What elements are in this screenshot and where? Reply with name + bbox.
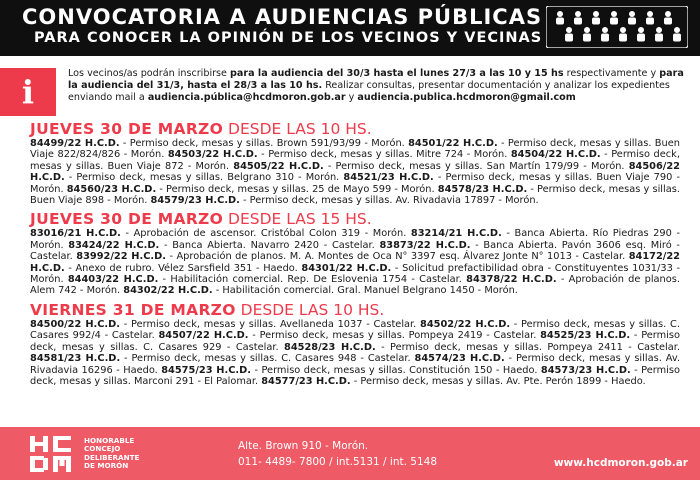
file-description: - Permiso deck, mesas y sillas. Pompeya 2419 - Castelar. <box>248 330 541 342</box>
file-description: - Permiso deck, mesas y sillas. Pompeya 2411 - Castelar. <box>375 341 680 353</box>
file-description: - Permiso deck, mesas y sillas. Brown 591/93/99 - Morón. <box>119 138 409 149</box>
section-heading <box>30 120 680 138</box>
section-heading <box>30 301 680 319</box>
file-number: 84560/23 H.C.D. <box>66 183 157 195</box>
section-day: JUEVES 30 DE MARZO <box>30 210 224 229</box>
org-name-line: DELIBERANTE <box>84 452 140 462</box>
org-name-line: HONORABLE <box>84 436 135 445</box>
info-highlight: para la audiencia del 30/3 hasta el lunes 27/3 a las 10 y 15 hs <box>230 68 564 79</box>
file-description: - Permiso deck, mesas y sillas. Av. Rivadavia 16296 - Haedo. <box>30 353 680 376</box>
file-description: - Anexo de rubro. Vélez Sarsfield 351 - Haedo. <box>64 262 302 274</box>
file-number: 84500/22 H.C.D. <box>30 318 121 330</box>
file-description: - Permiso deck, mesas y sillas. Avellaneda 1037 - Castelar. <box>120 318 421 330</box>
file-number: 84301/22 H.C.D. <box>301 262 392 274</box>
file-description: - Permiso deck, mesas y sillas. Buen Viaje 822/824/826 - Morón. <box>30 138 680 161</box>
info-text-run: Los vecinos/as podrán inscribirse <box>68 68 231 79</box>
section-time: DESDE LAS 10 HS. <box>223 120 372 138</box>
info-highlight: audiencia.pública@hcdmoron.gob.ar <box>147 92 346 103</box>
org-name-line: DE MORÓN <box>84 461 129 471</box>
file-description: - Permiso deck, mesas y sillas. San Martín 179/99 - Morón. <box>323 160 629 172</box>
file-number: 84507/22 H.C.D. <box>158 330 249 342</box>
file-number: 83873/22 H.C.D. <box>379 239 471 251</box>
info-paragraph <box>68 68 686 104</box>
section-time: DESDE LAS 15 HS. <box>223 210 372 229</box>
file-number: 83424/22 H.C.D. <box>68 239 160 251</box>
file-description: - Permiso deck, mesas y sillas. C. Casares 929 - Castelar. <box>30 330 680 353</box>
file-number: 84378/22 H.C.D. <box>466 274 557 286</box>
file-number: 84504/22 H.C.D. <box>510 149 601 161</box>
section-day: VIERNES 31 DE MARZO <box>30 300 236 319</box>
section-friday-morning <box>30 301 680 387</box>
section-entries <box>30 228 680 296</box>
info-text-run: y <box>345 92 358 103</box>
footer <box>0 427 700 480</box>
file-description: - Permiso deck, mesas y sillas. Buen Viaje 872 - Morón. <box>30 149 680 172</box>
file-number: 84578/23 H.C.D. <box>437 183 528 195</box>
file-number: 84525/23 H.C.D. <box>540 330 631 342</box>
file-description: - Aprobación de ascensor. Cristóbal Colon 319 - Morón. <box>120 228 411 240</box>
file-number: 84502/22 H.C.D. <box>420 318 511 330</box>
file-number: 84302/22 H.C.D. <box>123 285 213 297</box>
file-number: 84501/22 H.C.D. <box>408 138 498 149</box>
file-description: - Permiso deck, mesas y sillas. Av. Rivadavia 17897 - Morón. <box>239 195 539 207</box>
info-icon <box>0 68 56 116</box>
file-number: 84528/23 H.C.D. <box>284 341 376 353</box>
hearing-schedule <box>30 120 680 391</box>
section-time: DESDE LAS 10 HS. <box>235 300 385 319</box>
page-subtitle: PARA CONOCER LA OPINIÓN DE LOS VECINOS Y VECINAS <box>34 30 543 46</box>
file-number: 84573/23 H.C.D. <box>540 364 631 376</box>
section-day: JUEVES 30 DE MARZO <box>30 120 224 138</box>
info-text-run: respectivamente y <box>563 68 660 79</box>
file-number: 83214/21 H.C.D. <box>410 228 502 240</box>
file-number: 84503/22 H.C.D. <box>167 149 258 161</box>
section-heading <box>30 210 680 228</box>
file-number: 83016/21 H.C.D. <box>30 228 121 240</box>
file-description: - Permiso deck, mesas y sillas. Buen Viaje 790 - Morón. <box>30 172 680 195</box>
file-description: - Permiso deck, mesas y sillas. Buen Viaje 898 - Morón. <box>30 183 680 207</box>
info-text-run: Realizar consultas, presentar documentación y analizar los expedientes enviando mail a <box>68 80 670 103</box>
file-number: 84499/22 H.C.D. <box>30 138 120 149</box>
file-description: - Solicitud prefactibilidad obra - Constituyentes 1031/33 - Morón. <box>30 262 680 286</box>
file-description: - Aprobación de planos. Alem 742 - Morón. <box>30 274 680 297</box>
file-number: 84577/23 H.C.D. <box>261 375 351 387</box>
info-letter: i <box>21 73 35 111</box>
file-number: 84505/22 H.C.D. <box>233 160 324 172</box>
org-name <box>84 437 139 471</box>
file-description: - Permiso deck, mesas y sillas. Constitución 150 - Haedo. <box>251 364 541 376</box>
file-description: - Permiso deck, mesas y sillas. C. Casares 948 - Castelar. <box>120 353 415 365</box>
header-banner <box>0 0 700 56</box>
file-description: - Permiso deck, mesas y sillas. Mitre 724 - Morón. <box>257 149 511 161</box>
file-number: 84521/23 H.C.D. <box>343 172 434 184</box>
file-number: 84506/22 H.C.D. <box>30 160 680 184</box>
page-title: CONVOCATORIA A AUDIENCIAS PÚBLICAS <box>22 5 543 29</box>
file-description: - Banca Abierta. Navarro 2420 - Castelar. <box>159 239 380 251</box>
file-description: - Banca Abierta. Pavón 3606 esq. Miró - Castelar. <box>30 239 680 263</box>
section-entries <box>30 319 680 387</box>
file-number: 84403/22 H.C.D. <box>67 274 159 286</box>
contact-info <box>238 438 437 470</box>
info-highlight: para la audiencia del 31/3, hasta el 28/3 a las 10 hs. <box>68 68 684 91</box>
file-number: 83992/22 H.C.D. <box>76 251 166 263</box>
file-number: 84579/23 H.C.D. <box>150 195 240 207</box>
hcdm-logo <box>30 436 76 472</box>
file-number: 84574/23 H.C.D. <box>414 353 505 365</box>
info-highlight: audiencia.publica.hcdmoron@gmail.com <box>357 92 576 103</box>
file-description: - Permiso deck, mesas y sillas. Belgrano 310 - Morón. <box>64 172 344 184</box>
file-description: - Permiso deck, mesas y sillas. Marconi 291 - El Palomar. <box>30 364 680 387</box>
file-description: - Aprobación de planos. M. A. Montes de Oca N° 3397 esq. Álvarez Jonte N° 1013 - Castelar. <box>166 251 629 263</box>
website-link[interactable]: www.hcdmoron.gob.ar <box>553 457 688 469</box>
section-thursday-afternoon <box>30 210 680 296</box>
file-description: - Permiso deck, mesas y sillas. C. Casares 992/4 - Castelar. <box>30 318 680 342</box>
file-description: - Permiso deck, mesas y sillas. Av. Pte. Perón 1899 - Haedo. <box>350 375 646 387</box>
file-number: 84581/23 H.C.D. <box>30 353 121 365</box>
file-number: 84575/23 H.C.D. <box>161 364 251 376</box>
people-group-icon <box>546 6 688 48</box>
file-description: - Habilitación comercial. Rep. De Eslovenia 1754 - Castelar. <box>158 274 467 286</box>
section-entries <box>30 138 680 206</box>
file-description: - Banca Abierta. Río Piedras 290 - Morón. <box>30 228 680 251</box>
address-text: Alte. Brown 910 - Morón. <box>238 440 369 452</box>
section-thursday-morning <box>30 120 680 206</box>
file-description: - Habilitación comercial. Gral. Manuel Belgrano 1450 - Morón. <box>212 285 518 297</box>
file-number: 84172/22 H.C.D. <box>30 251 680 274</box>
org-name-line: CONCEJO <box>84 444 121 454</box>
phone-text: 011- 4489- 7800 / int.5131 / int. 5148 <box>238 456 437 468</box>
file-description: - Permiso deck, mesas y sillas. 25 de Mayo 599 - Morón. <box>156 183 438 195</box>
